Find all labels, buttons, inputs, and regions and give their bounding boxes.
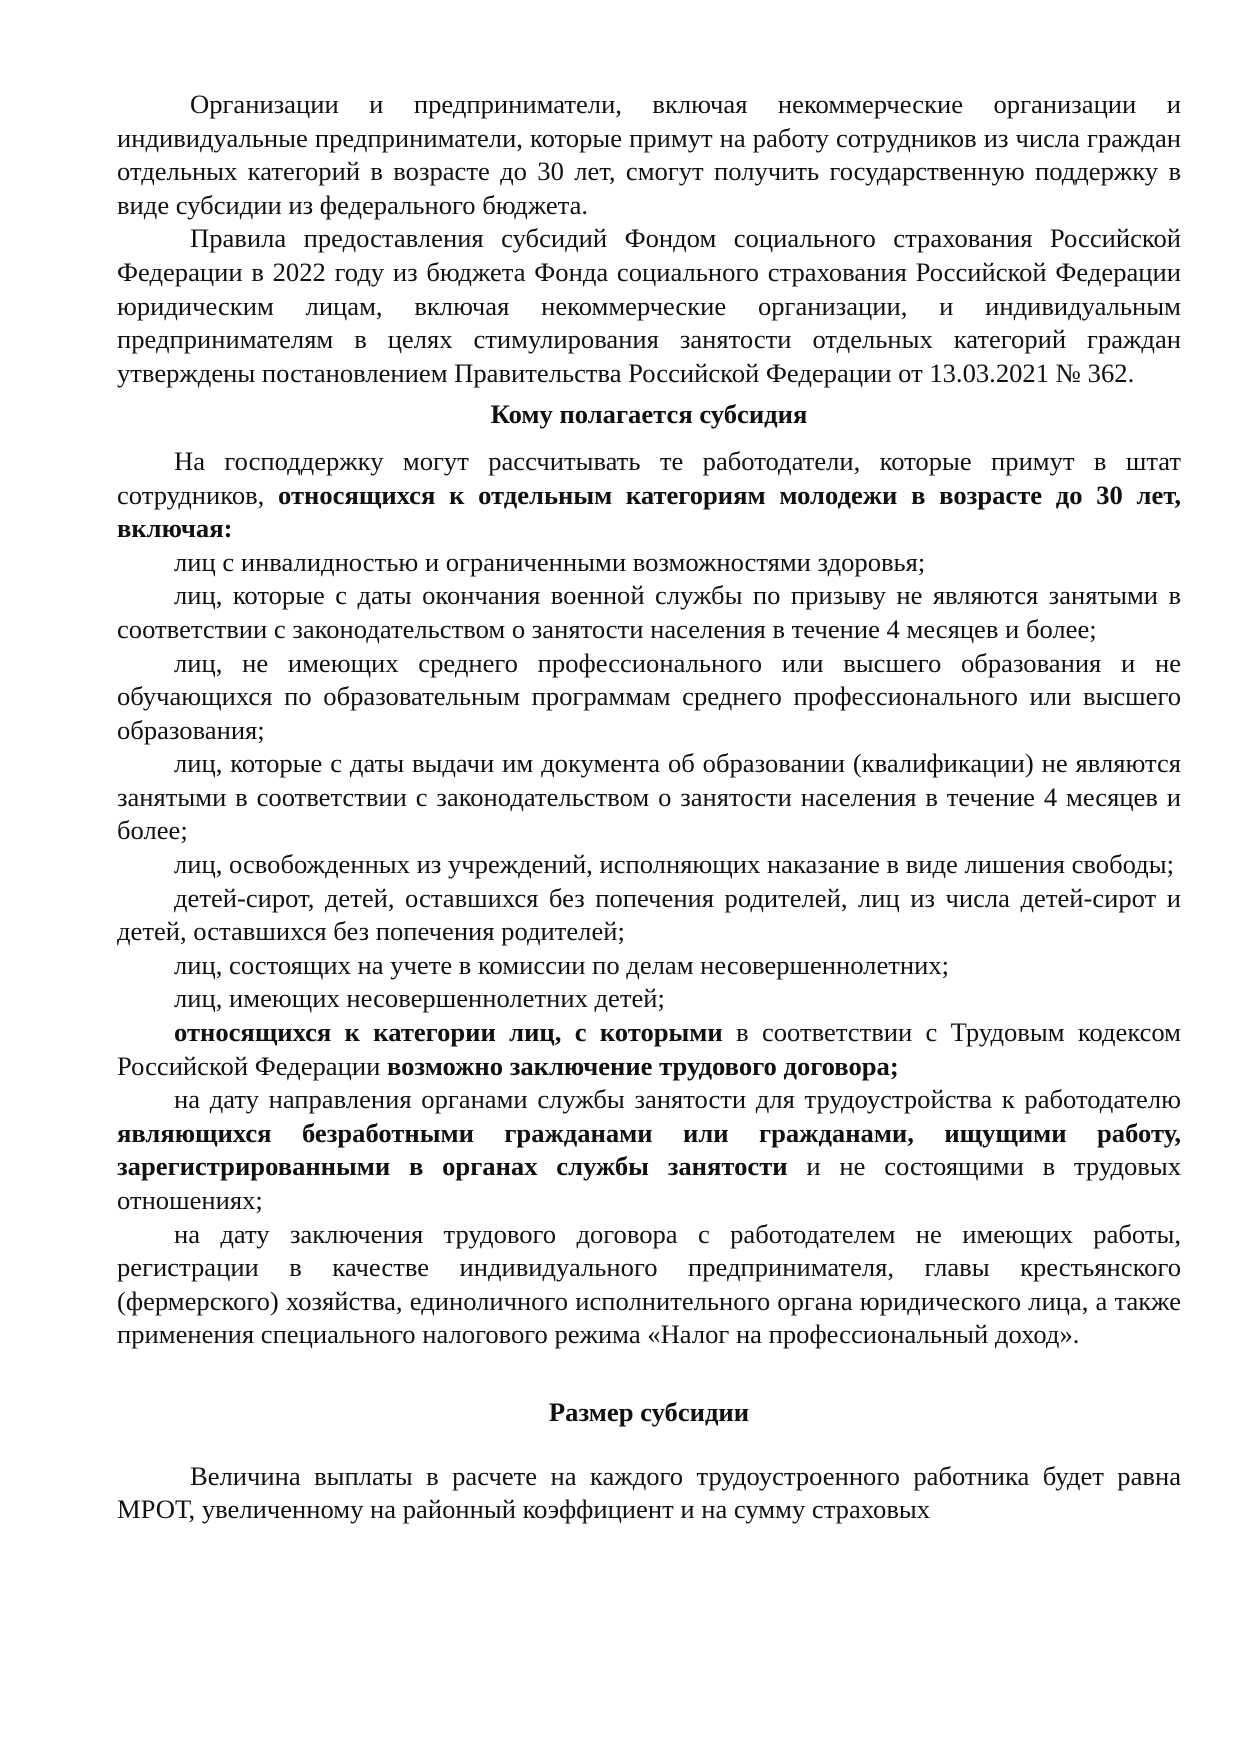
- lead-text: На господдержку могут рассчитывать те работодатели, которые примут в штат сотрудников,: [117, 445, 1181, 510]
- intro-paragraph-2: Правила предоставления субсидий Фондом социального страхования Российской Федерации в 2022 году из бюджета Фонда социального страхования Российской Федерации юридическим лицам, включая некоммерческие организации, и индивидуальным предпринимателям в целях стимулирования занятости отдельных категорий граждан утверждены постановлением Правительства Российской Федерации от 13.03.2021 № 362.: [117, 223, 1181, 388]
- intro-paragraph-1: Организации и предприниматели, включая некоммерческие организации и индивидуальные предприниматели, которые примут на работу сотрудников из числа граждан отдельных категорий в возрасте до 30 лет, смогут получить государственную поддержку в виде субсидии из федерального бюджета.: [117, 89, 1181, 220]
- plain-text: на дату направления органами службы занятости для трудоустройства к работодателю: [174, 1084, 1181, 1115]
- list-item-unemployed: [117, 1083, 1181, 1217]
- plain-text: в соответствии с Трудовым кодексом Российской Федерации: [117, 1017, 1181, 1081]
- list-item: лиц, которые с даты выдачи им документа об образовании (квалификации) не являются занятыми в соответствии с законодательством о занятости населения в течение 4 месяцев и более;: [117, 748, 1181, 846]
- list-item: лиц, которые с даты окончания военной службы по призыву не являются занятыми в соответствии с законодательством о занятости населения в течение 4 месяцев и более;: [117, 580, 1181, 644]
- list-item-labor-code: [117, 1016, 1181, 1083]
- list-item: лиц, состоящих на учете в комиссии по делам несовершеннолетних;: [174, 949, 950, 980]
- list-item: лиц, имеющих несовершеннолетних детей;: [174, 983, 665, 1014]
- section-heading-recipients: Кому полагается субсидия: [490, 399, 808, 430]
- list-item-no-work: на дату заключения трудового договора с работодателем не имеющих работы, регистрации в качестве индивидуального предпринимателя, главы крестьянского (фермерского) хозяйства, единоличного исполнительного органа юридического лица, а также применения специального налогового режима «Налог на профессиональный доход».: [117, 1218, 1181, 1350]
- section-heading-subsidy-size: Размер субсидии: [548, 1396, 750, 1427]
- bold-text: относящихся к категории лиц, с которыми: [174, 1017, 723, 1048]
- bold-text: являющихся безработными гражданами или гражданами, ищущими работу, зарегистрированными в органах службы занятости: [117, 1117, 1181, 1182]
- document-page: [117, 88, 1181, 1527]
- list-item: лиц, освобожденных из учреждений, исполняющих наказание в виде лишения свободы;: [174, 849, 1174, 880]
- bold-text: возможно заключение трудового договора;: [386, 1050, 899, 1081]
- subsidy-size-paragraph: Величина выплаты в расчете на каждого трудоустроенного работника будет равна МРОТ, увеличенному на районный коэффициент и на сумму страховых: [117, 1460, 1181, 1525]
- plain-text: и не состоящими в трудовых отношениях;: [117, 1151, 1181, 1215]
- recipients-lead-paragraph: [117, 445, 1181, 546]
- lead-bold-text: относящихся к отдельным категориям молодежи в возрасте до 30 лет, включая:: [117, 479, 1181, 544]
- list-item: лиц с инвалидностью и ограниченными возможностями здоровья;: [174, 546, 926, 577]
- list-item: лиц, не имеющих среднего профессионального или высшего образования и не обучающихся по образовательным программам среднего профессионального или высшего образования;: [117, 647, 1181, 745]
- list-item: детей-сирот, детей, оставшихся без попечения родителей, лиц из числа детей-сирот и детей, оставшихся без попечения родителей;: [117, 882, 1181, 947]
